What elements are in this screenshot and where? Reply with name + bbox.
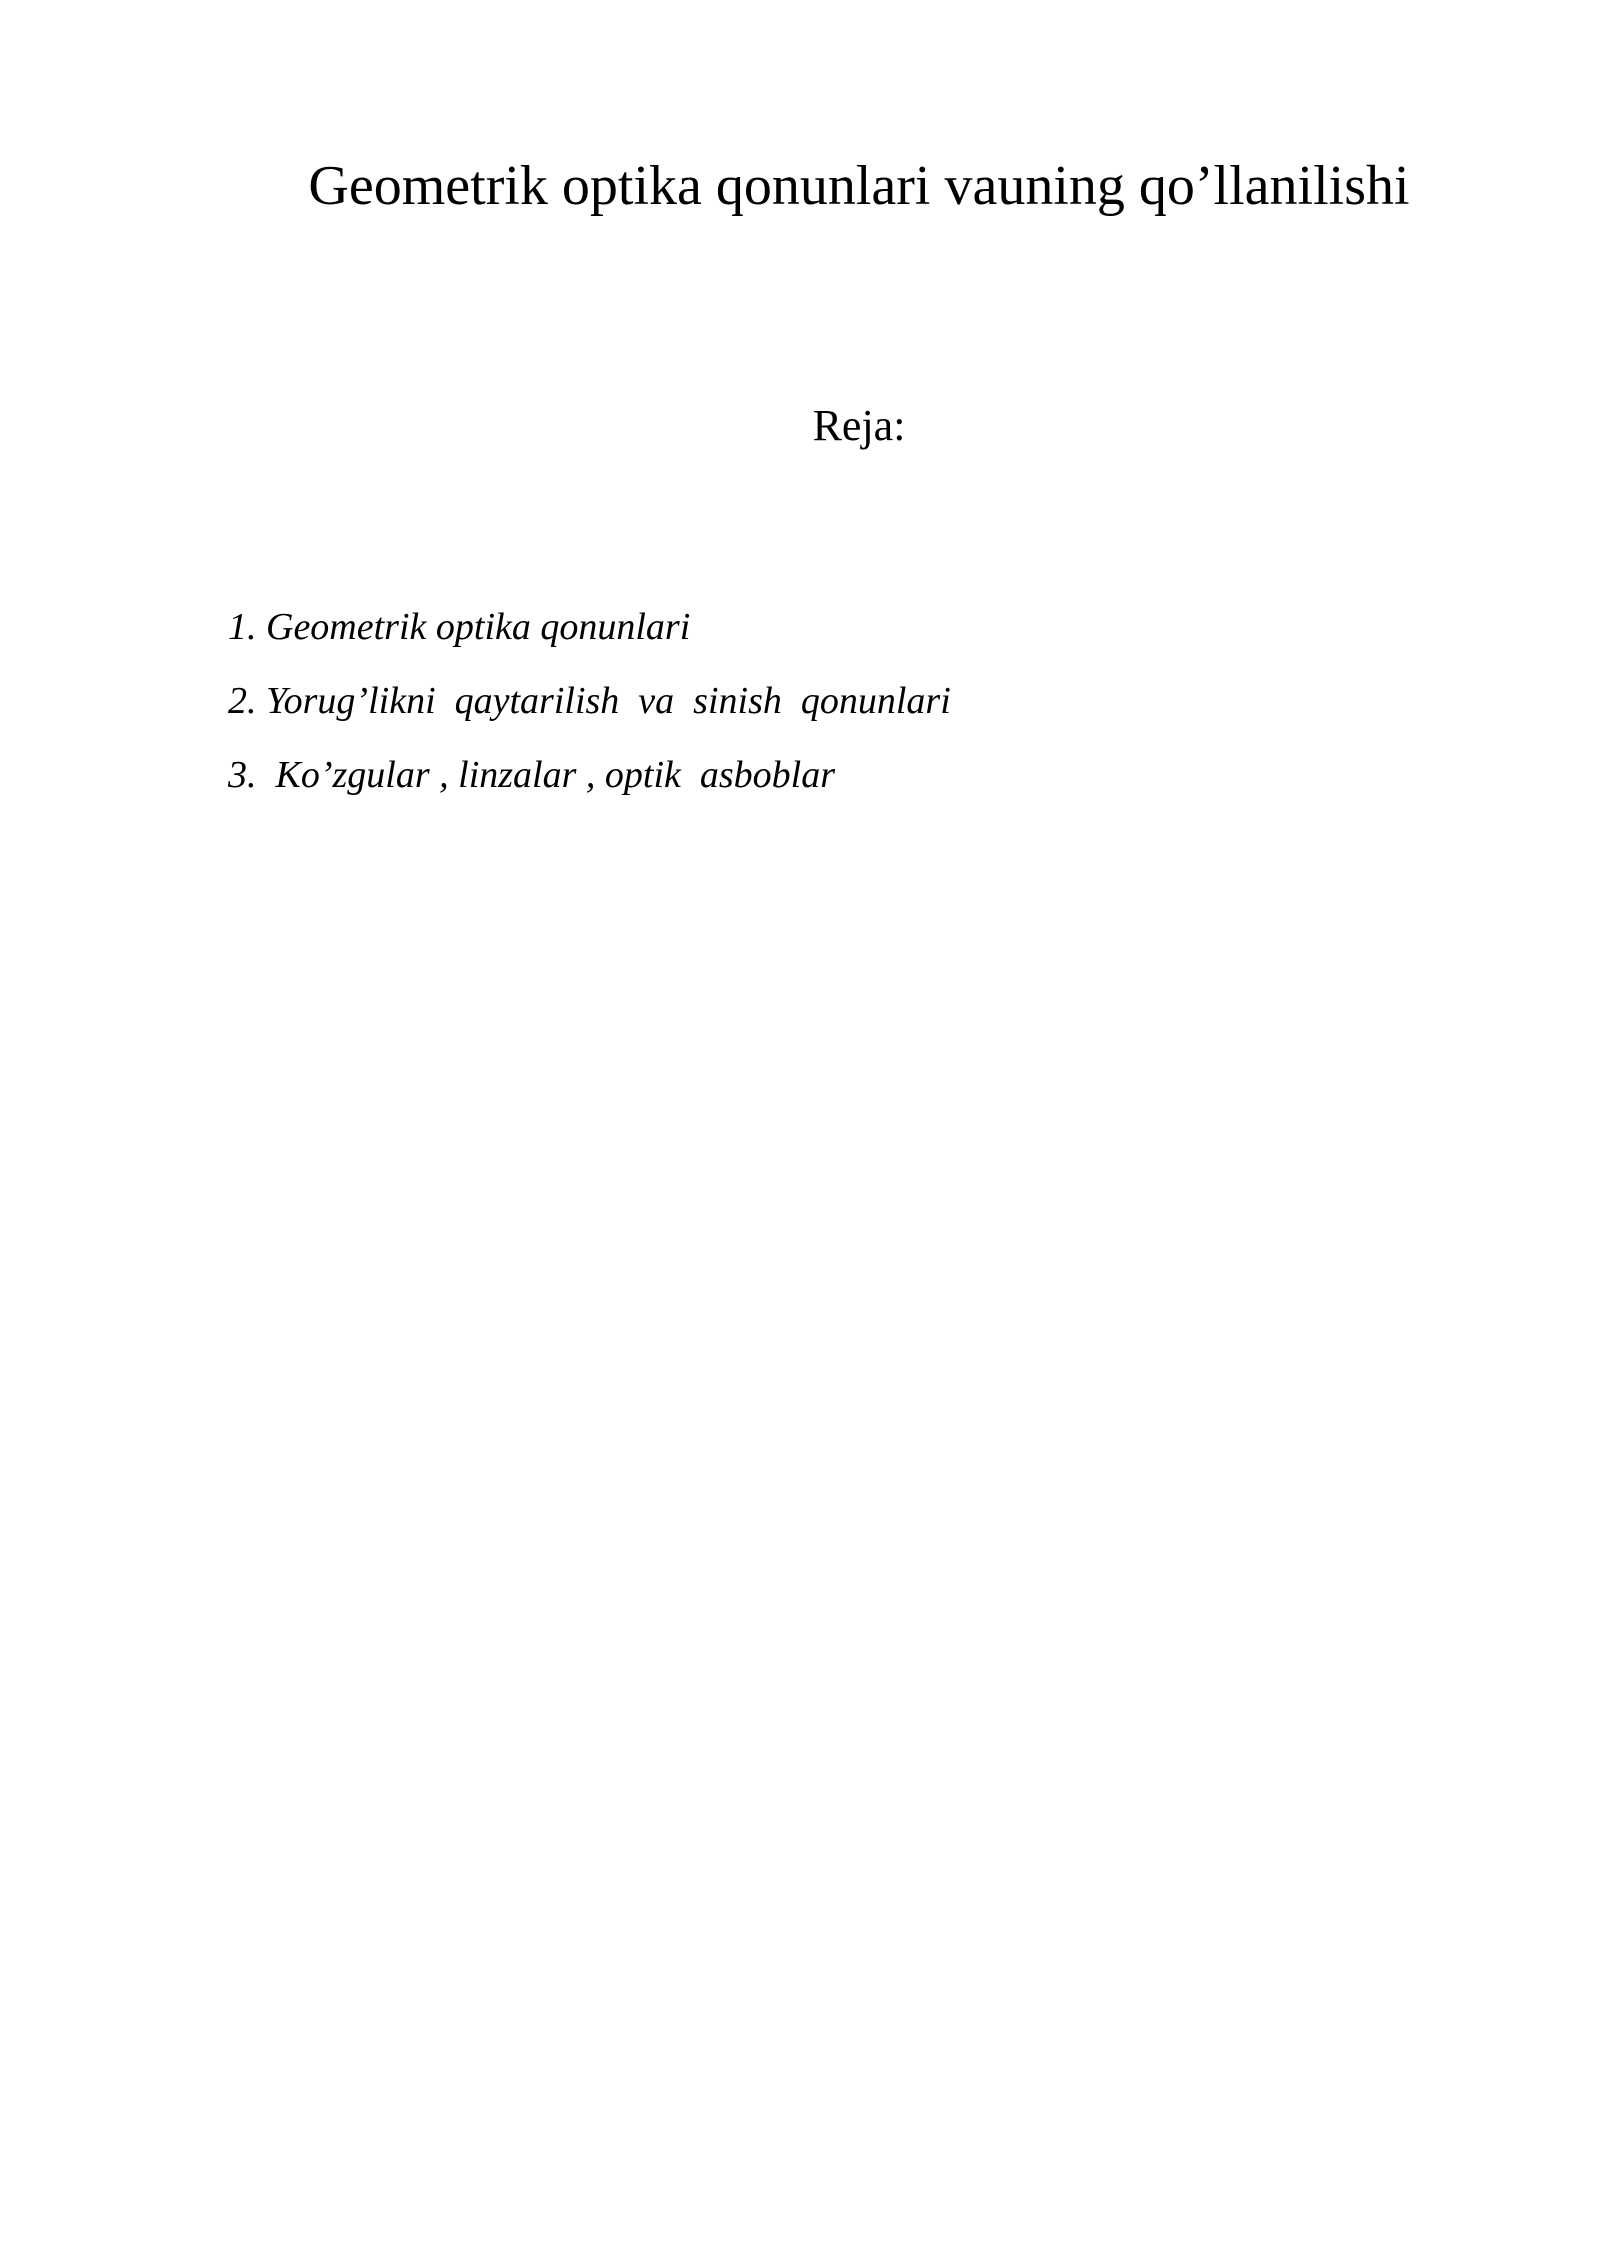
plan-item-3: 3. Ko’zgular , linzalar , optik asboblar (228, 754, 835, 796)
plan-list (228, 602, 951, 824)
plan-item-2: 2. Yorug’likni qaytarilish va sinish qonunlari (228, 680, 951, 722)
plan-item-1: 1. Geometrik optika qonunlari (228, 606, 691, 648)
document-title: Geometrik optika qonunlari vauning qo’llanilishi (308, 155, 1410, 217)
plan-heading: Reja: (812, 401, 906, 450)
